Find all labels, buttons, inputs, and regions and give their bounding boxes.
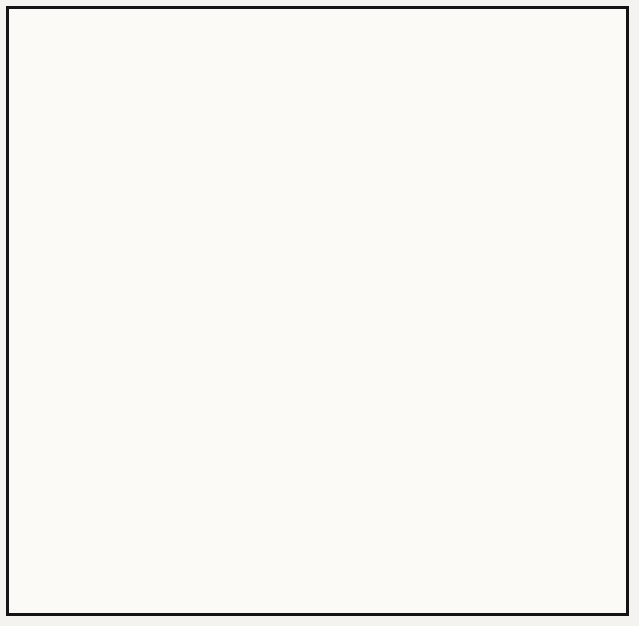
notice-frame [6,6,629,616]
notice-title [9,15,626,35]
handwritten-mark [87,583,107,611]
notice-code [572,589,612,605]
notice-body [21,43,614,577]
